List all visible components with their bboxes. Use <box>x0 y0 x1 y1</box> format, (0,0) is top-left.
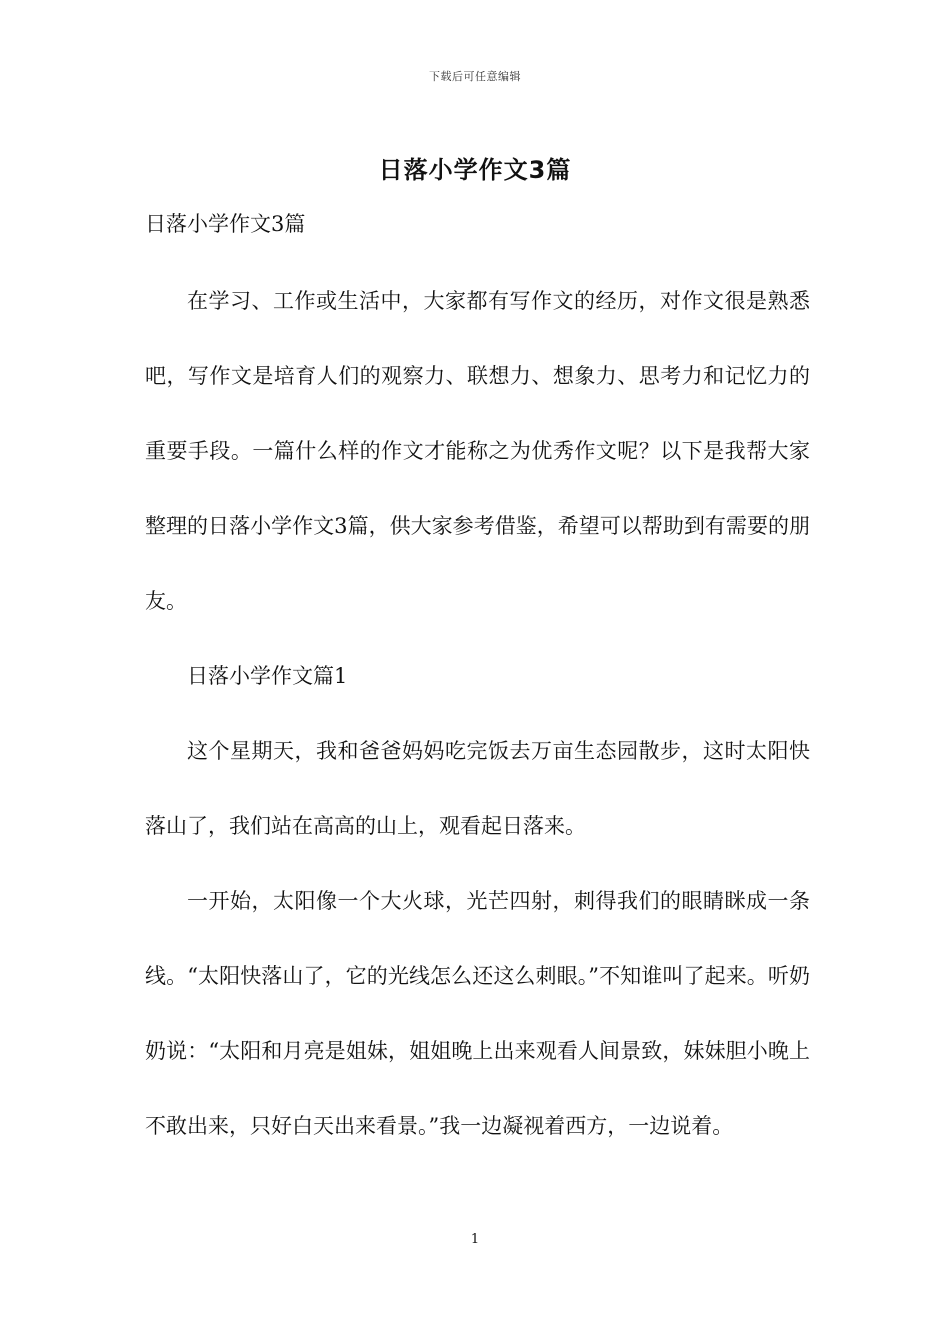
section-heading: 日落小学作文篇1 <box>187 664 348 688</box>
paragraph: 这个星期天，我和爸爸妈妈吃完饭去万亩生态园散步，这时太阳快落山了，我们站在高高的山上，观看起日落来。 <box>145 739 810 838</box>
document-title: 日落小学作文3篇 <box>378 156 572 184</box>
header-note: 下载后可任意编辑 <box>429 70 521 83</box>
page-number: 1 <box>470 1232 480 1247</box>
document-subtitle: 日落小学作文3篇 <box>145 212 306 236</box>
paragraph-intro: 在学习、工作或生活中，大家都有写作文的经历，对作文很是熟悉吧，写作文是培育人们的观察力、联想力、想象力、思考力和记忆力的重要手段。一篇什么样的作文才能称之为优秀作文呢？以下是我帮大家整理的日落小学作文3篇，供大家参考借鉴，希望可以帮助到有需要的朋友。 <box>145 289 810 613</box>
document-body <box>145 264 810 1164</box>
paragraph: 一开始，太阳像一个大火球，光芒四射，刺得我们的眼睛眯成一条线。“太阳快落山了，它的光线怎么还这么刺眼。”不知谁叫了起来。听奶奶说：“太阳和月亮是姐妹，姐姐晚上出来观看人间景致，妹妹胆小晚上不敢出来，只好白天出来看景。”我一边凝视着西方，一边说着。 <box>145 889 810 1138</box>
